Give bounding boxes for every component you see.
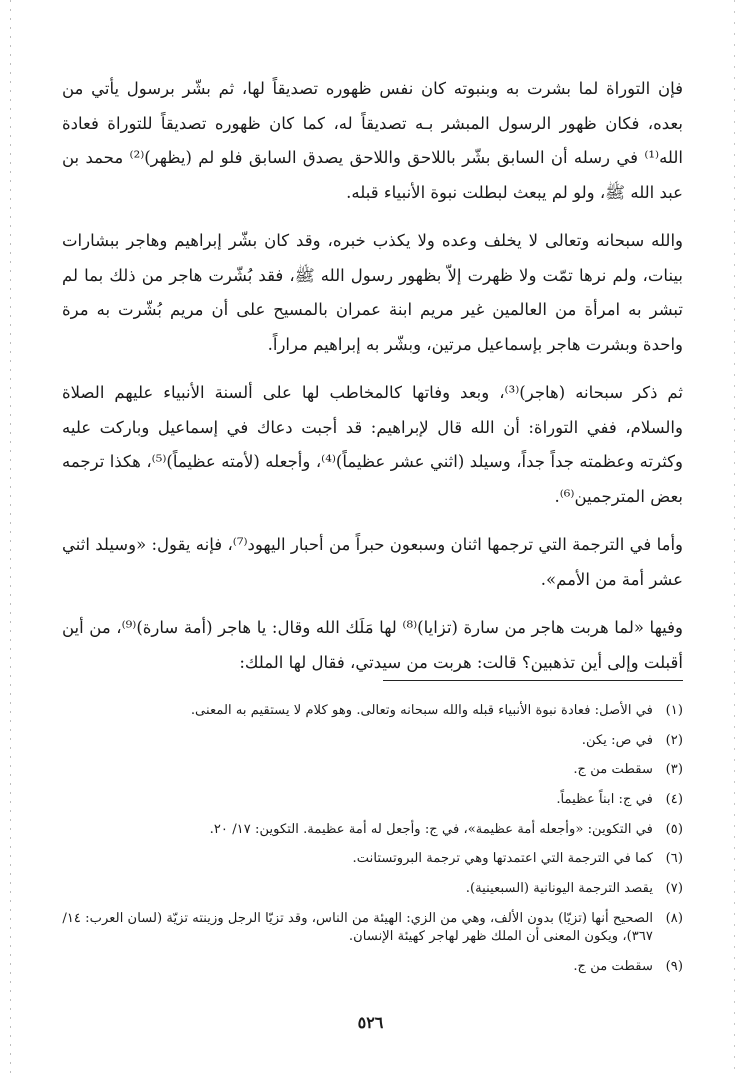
scan-edge-right [734,0,735,1076]
footnote-text: في التكوين: «وأجعله أمة عظيمة»، في ج: وأجعل له أمة عظيمة. التكوين: ١٧/ ٢٠. [209,821,653,837]
footnote-divider [383,680,683,681]
footnote-item [62,761,683,779]
main-text [62,72,683,680]
footnote-number: (٧) [665,881,683,897]
footnote-item [62,850,683,868]
paragraph: وفيها «لما هربت هاجر من سارة (تزايا)⁽⁸⁾ لها مَلَك الله وقال: يا هاجر (أمة سارة)⁽⁹⁾، من أين أقبلت وإلى أين تذهبين؟ قالت: هربت من سيدتي، فقال لها الملك: [62,618,684,672]
page-number: ٥٢٦ [357,1013,384,1032]
footnote-text: في الأصل: فعادة نبوة الأنبياء قبله والله سبحانه وتعالى. وهو كلام لا يستقيم به المعنى. [190,703,653,718]
footnote-text: في ج: ابناً عظيماً. [556,792,653,808]
footnote-item [62,880,683,898]
footnotes [62,702,683,987]
footnote-number: (٢) [665,732,683,748]
footnote-number: (٦) [665,851,683,867]
footnote-number: (٨) [665,910,683,926]
footnote-item [62,791,683,809]
paragraph: والله سبحانه وتعالى لا يخلف وعده ولا يكذب خبره، وقد كان بشّر إبراهيم وهاجر ببشارات بينات، ولم نرها تمّت ولا ظهرت إلاّ بظهور رسول الله ﷺ، فقد بُشّرت هاجر من ذلك بما لم تبشر به امرأة من العالمين غير مريم ابنة عمران بالمسيح على أن مريم بُشّرت به مرة واحدة وبشرت هاجر بإسماعيل مرتين، وبشّر به إبراهيم مراراً. [62,231,683,354]
footnote-number: (٤) [665,792,683,808]
footnote-text: سقطت من ج. [573,762,653,778]
footnote-item [62,702,683,720]
footnote-item [62,821,683,839]
paragraph: ثم ذكر سبحانه (هاجر)⁽³⁾، وبعد وفاتها كالمخاطب لها على ألسنة الأنبياء عليهم الصلاة والسلام، ففي التوراة: أن الله قال لإبراهيم: قد أجبت دعاك في إسماعيل وباركت عليه وكثرته وعظمته جداً جداً، وسيلد (اثني عشر عظيماً)⁽⁴⁾، وأجعله (لأمته عظيماً)⁽⁵⁾، هكذا ترجمه بعض المترجمين⁽⁶⁾. [62,383,683,506]
footnote-number: (٣) [665,762,683,778]
paragraph: فإن التوراة لما بشرت به وبنبوته كان نفس ظهوره تصديقاً لها، ثم بشّر برسول يأتي من بعده، فكان ظهور الرسول المبشر بـه تصديقاً له، كما كان ظهوره تصديقاً للتوراة فعادة الله⁽¹⁾ في رسله أن السابق بشّر باللاحق واللاحق يصدق السابق فلو لم (يظهر)⁽²⁾ محمد بن عبد الله ﷺ، ولو لم يبعث لبطلت نبوة الأنبياء قبله. [62,79,683,202]
scan-edge-left [10,0,11,1076]
footnote-text: يقصد الترجمة اليونانية (السبعينية). [465,881,653,897]
paragraph: وأما في الترجمة التي ترجمها اثنان وسبعون حبراً من أحبار اليهود⁽⁷⁾، فإنه يقول: «وسيلد اثني عشر أمة من الأمم». [62,535,684,589]
footnote-number: (٥) [665,821,683,837]
footnote-text: الصحيح أنها (تزيّا) بدون الألف، وهي من الزي: الهيئة من الناس، وقد تزيّا الرجل وزينته تزيّة (لسان العرب: ١٤/ ٣٦٧)، ويكون المعنى أن الملك ظهر لهاجر كهيئة الإنسان. [62,910,653,944]
footnote-text: في ص: يكن. [581,732,653,748]
footnote-number: (١) [665,703,683,718]
footnote-item [62,958,683,976]
footnote-text: كما في الترجمة التي اعتمدتها وهي ترجمة البروتستانت. [352,851,653,867]
footnote-item [62,910,683,946]
footnote-text: سقطت من ج. [573,958,653,974]
footnote-number: (٩) [665,958,683,974]
footnote-item [62,732,683,750]
